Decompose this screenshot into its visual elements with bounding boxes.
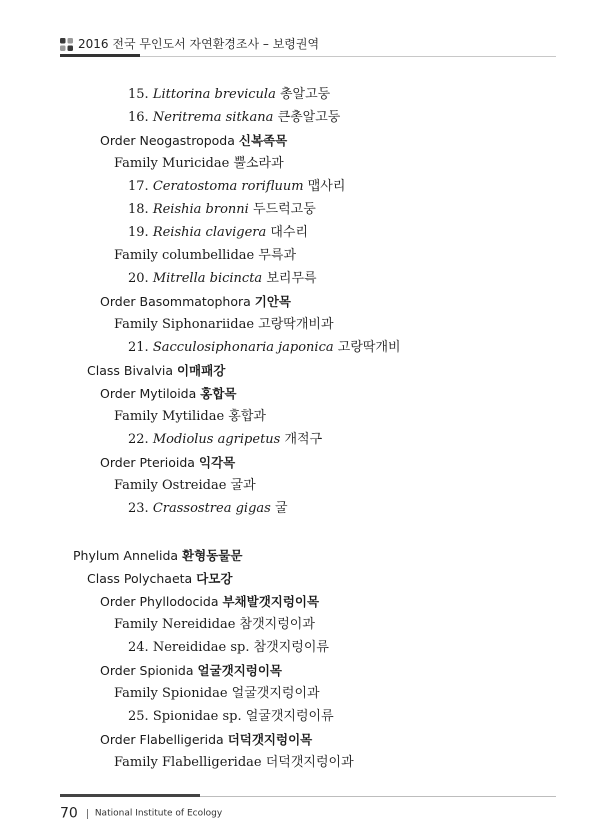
korean-name: 더덕갯지렁이목 <box>227 732 313 747</box>
korean-name: 얼굴갯지렁이류 <box>245 709 334 724</box>
korean-name: 고랑딱개비과 <box>258 317 334 332</box>
order-heading: Order Basommatophora 기안목 <box>100 294 291 309</box>
korean-name: 기안목 <box>254 294 291 309</box>
korean-name: 참갯지렁이과 <box>239 617 315 632</box>
scientific-name: Spionidae sp. <box>152 709 242 724</box>
scientific-name: Crassostrea gigas <box>152 501 271 516</box>
species-entry: 24. Nereididae sp. 참갯지렁이류 <box>128 640 329 655</box>
class-heading: Class Polychaeta 다모강 <box>87 571 233 586</box>
korean-name: 보리무륵 <box>266 271 317 286</box>
order-heading: Order Phyllodocida 부채발갯지렁이목 <box>100 594 320 609</box>
scientific-name: Neritrema sitkana <box>152 110 274 125</box>
korean-name: 뿔소라과 <box>233 156 284 171</box>
institute-name: National Institute of Ecology <box>94 808 223 819</box>
scientific-name: Sacculosiphonaria japonica <box>152 340 334 355</box>
family-heading: Family Muricidae 뿔소라과 <box>114 156 284 171</box>
species-entry: 23. Crassostrea gigas 굴 <box>128 501 288 516</box>
order-heading: Order Pterioida 익각목 <box>100 455 236 470</box>
family-heading: Family Ostreidae 굴과 <box>114 478 256 493</box>
page-number: 70 <box>60 805 78 822</box>
korean-name: 개적구 <box>284 432 323 447</box>
korean-name: 이매패강 <box>176 363 226 378</box>
scientific-name: Modiolus agripetus <box>152 432 281 447</box>
header-divider-accent <box>60 54 140 57</box>
order-heading: Order Flabelligerida 더덕갯지렁이목 <box>100 732 313 747</box>
footer-separator <box>87 809 88 819</box>
korean-name: 대수리 <box>270 225 309 240</box>
running-header <box>60 34 556 54</box>
korean-name: 총알고둥 <box>279 87 331 102</box>
species-entry: 17. Ceratostoma rorifluum 맵사리 <box>128 179 346 194</box>
korean-name: 참갯지렁이류 <box>253 640 329 655</box>
scientific-name: Ceratostoma rorifluum <box>152 179 304 194</box>
order-heading: Order Neogastropoda 신복족목 <box>100 133 288 148</box>
family-heading: Family Spionidae 얼굴갯지렁이과 <box>114 686 320 701</box>
korean-name: 무륵과 <box>258 248 297 263</box>
page-footer <box>60 803 222 823</box>
order-heading: Order Mytiloida 홍합목 <box>100 386 237 401</box>
family-heading: Family Siphonariidae 고랑딱개비과 <box>114 317 334 332</box>
footer-divider-accent <box>60 794 200 797</box>
squares-logo-icon <box>60 38 73 51</box>
scientific-name: Littorina brevicula <box>152 87 276 102</box>
korean-name: 홍합목 <box>200 386 237 401</box>
korean-name: 얼굴갯지렁이목 <box>197 663 283 678</box>
scientific-name: Mitrella bicincta <box>152 271 263 286</box>
korean-name: 큰총알고둥 <box>277 110 341 125</box>
scientific-name: Reishia bronni <box>152 202 249 217</box>
species-entry: 25. Spionidae sp. 얼굴갯지렁이류 <box>128 709 334 724</box>
korean-name: 다모강 <box>196 571 233 586</box>
header-title: 2016 전국 무인도서 자연환경조사 – 보령권역 <box>78 37 320 51</box>
species-entry: 20. Mitrella bicincta 보리무륵 <box>128 271 317 286</box>
family-heading: Family columbellidae 무륵과 <box>114 248 297 263</box>
korean-name: 익각목 <box>198 455 236 470</box>
order-heading: Order Spionida 얼굴갯지렁이목 <box>100 663 283 678</box>
species-entry: 18. Reishia bronni 두드럭고둥 <box>128 202 316 217</box>
korean-name: 굴과 <box>230 478 256 493</box>
family-heading: Family Nereididae 참갯지렁이과 <box>114 617 315 632</box>
species-entry: 16. Neritrema sitkana 큰총알고둥 <box>128 110 341 125</box>
family-heading: Family Flabelligeridae 더덕갯지렁이과 <box>114 755 354 770</box>
species-entry: 15. Littorina brevicula 총알고둥 <box>128 87 331 102</box>
class-heading: Class Bivalvia 이매패강 <box>87 363 226 378</box>
phylum-heading: Phylum Annelida 환형동물문 <box>73 548 243 563</box>
korean-name: 신복족목 <box>238 133 288 148</box>
korean-name: 맵사리 <box>307 179 346 194</box>
korean-name: 홍합과 <box>228 409 266 424</box>
korean-name: 굴 <box>274 501 288 516</box>
korean-name: 두드럭고둥 <box>252 202 316 217</box>
korean-name: 환형동물문 <box>182 548 243 563</box>
korean-name: 더덕갯지렁이과 <box>265 755 354 770</box>
scientific-name: Reishia clavigera <box>152 225 267 240</box>
species-entry: 19. Reishia clavigera 대수리 <box>128 225 309 240</box>
korean-name: 얼굴갯지렁이과 <box>231 686 320 701</box>
scientific-name: Nereididae sp. <box>152 640 250 655</box>
species-entry: 22. Modiolus agripetus 개적구 <box>128 432 323 447</box>
korean-name: 고랑딱개비 <box>337 340 401 355</box>
species-entry: 21. Sacculosiphonaria japonica 고랑딱개비 <box>128 340 401 355</box>
korean-name: 부채발갯지렁이목 <box>222 594 320 609</box>
family-heading: Family Mytilidae 홍합과 <box>114 409 266 424</box>
